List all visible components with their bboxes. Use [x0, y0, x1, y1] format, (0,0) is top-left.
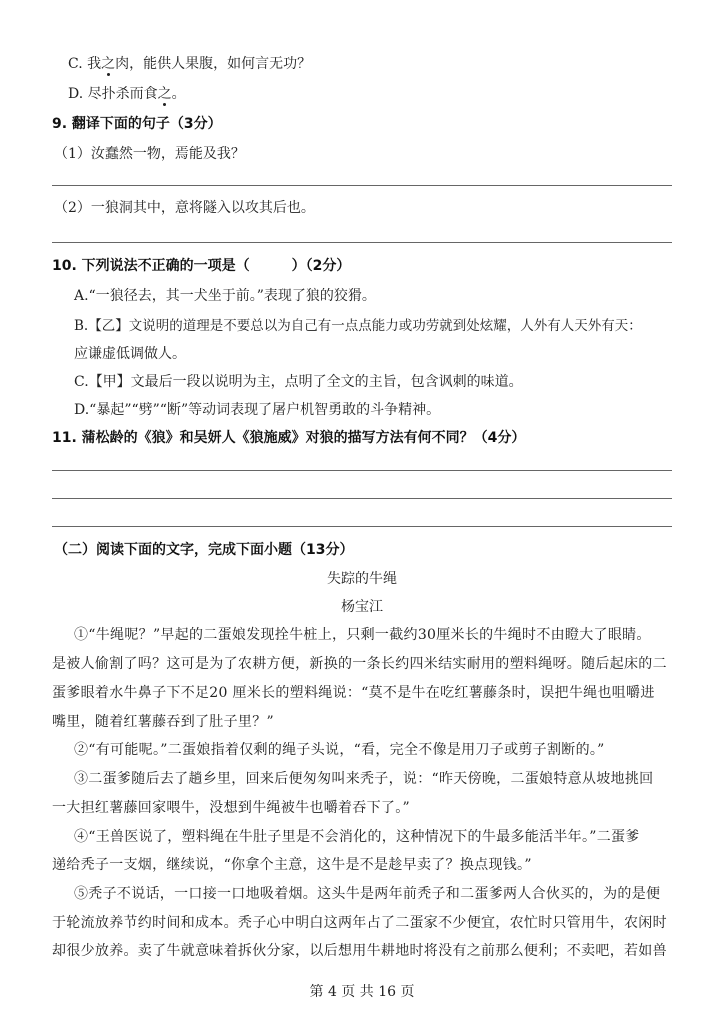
- story-line: 嘴里，随着红薯藤吞到了肚子里？”: [52, 714, 274, 730]
- section-heading: （二）阅读下面的文字，完成下面小题（13分）: [54, 542, 354, 558]
- story-line: 于轮流放养节约时间和成本。秃子心中明白这两年占了二蛋家不少便宜，农忙时只管用牛，农闲时: [52, 915, 667, 931]
- q8-option-d-post: 。: [171, 86, 186, 102]
- page-number: 第 4 页 共 16 页: [309, 984, 415, 1000]
- story-line: 是被人偷割了吗？这可是为了农耕方便，新换的一条长约四米结实耐用的塑料绳呀。随后起床的二: [52, 656, 667, 672]
- story-line: 一大担红薯藤回家喂牛，没想到牛绳被牛也嚼着吞下了。”: [52, 800, 410, 816]
- q8-option-d-pre: D. 尽扑杀而食: [68, 86, 158, 102]
- story-line: ⑤秃子不说话，一口接一口地吸着烟。这头牛是两年前秃子和二蛋爹两人合伙买的，为的是便: [74, 886, 661, 902]
- story-line: ②“有可能呢。”二蛋娘指着仅剩的绳子头说，“看，完全不像是用刀子或剪子割断的。”: [74, 742, 605, 758]
- q9-sentence-1: （1）汝蠢然一物，焉能及我？: [54, 146, 245, 162]
- emphasis-char: 之: [101, 56, 116, 72]
- story-author: 杨宝江: [341, 599, 383, 615]
- q10-option-a: A.“一狼径去，其一犬坐于前。”表现了狼的狡猾。: [74, 288, 376, 304]
- q10-option-b: B.【乙】文说明的道理是不要总以为自己有一点点能力或功劳就到处炫耀，人外有人天外有天：: [74, 318, 642, 334]
- q8-option-c-post: 肉，能供人果腹，如何言无功？: [115, 56, 312, 72]
- q10-title: 10. 下列说法不正确的一项是（ ）（2分）: [52, 258, 351, 274]
- q8-option-d: [68, 86, 186, 102]
- story-line: ④“王兽医说了，塑料绳在牛肚子里是不会消化的，这种情况下的牛最多能活半年。”二蛋爹: [74, 829, 640, 845]
- q8-option-c: [68, 56, 311, 72]
- story-line: ③二蛋爹随后去了趟乡里，回来后便匆匆叫来秃子，说：“昨天傍晚，二蛋娘特意从坡地挑回: [74, 771, 654, 787]
- story-line: 蛋爹眼着水牛鼻子下不足20 厘米长的塑料绳说：“莫不是牛在吃红薯藤条时，误把牛绳也咀嚼进: [52, 685, 655, 701]
- story-line: ①“牛绳呢？”早起的二蛋娘发现拴牛桩上，只剩一截约30厘米长的牛绳时不由瞪大了眼睛。: [74, 627, 651, 643]
- q11-title: 11. 蒲松龄的《狼》和吴妍人《狼施威》对狼的描写方法有何不同？（4分）: [52, 430, 526, 446]
- answer-line[interactable]: [52, 498, 672, 499]
- story-line: 递给秃子一支烟，继续说，“你拿个主意，这牛是不是趁早卖了？换点现钱。”: [52, 857, 532, 873]
- story-line: 却很少放养。卖了牛就意味着拆伙分家，以后想用牛耕地时将没有之前那么便利；不卖吧，若如兽: [52, 943, 667, 959]
- q10-option-c: C.【甲】文最后一段以说明为主，点明了全文的主旨，包含讽刺的味道。: [74, 374, 523, 390]
- q9-title: 9. 翻译下面的句子（3分）: [52, 116, 222, 132]
- story-title: 失踪的牛绳: [327, 571, 397, 587]
- answer-line[interactable]: [52, 526, 672, 527]
- q10-option-b-cont: 应谦虚低调做人。: [74, 346, 186, 362]
- answer-line[interactable]: [52, 242, 672, 243]
- q10-option-d: D.“暴起”“劈”“断”等动词表现了屠户机智勇敢的斗争精神。: [74, 402, 441, 418]
- answer-line[interactable]: [52, 470, 672, 471]
- q9-sentence-2: （2）一狼洞其中，意将隧入以攻其后也。: [54, 200, 315, 216]
- emphasis-char: 之: [157, 86, 172, 102]
- answer-line[interactable]: [52, 185, 672, 186]
- q8-option-c-pre: C. 我: [68, 56, 102, 72]
